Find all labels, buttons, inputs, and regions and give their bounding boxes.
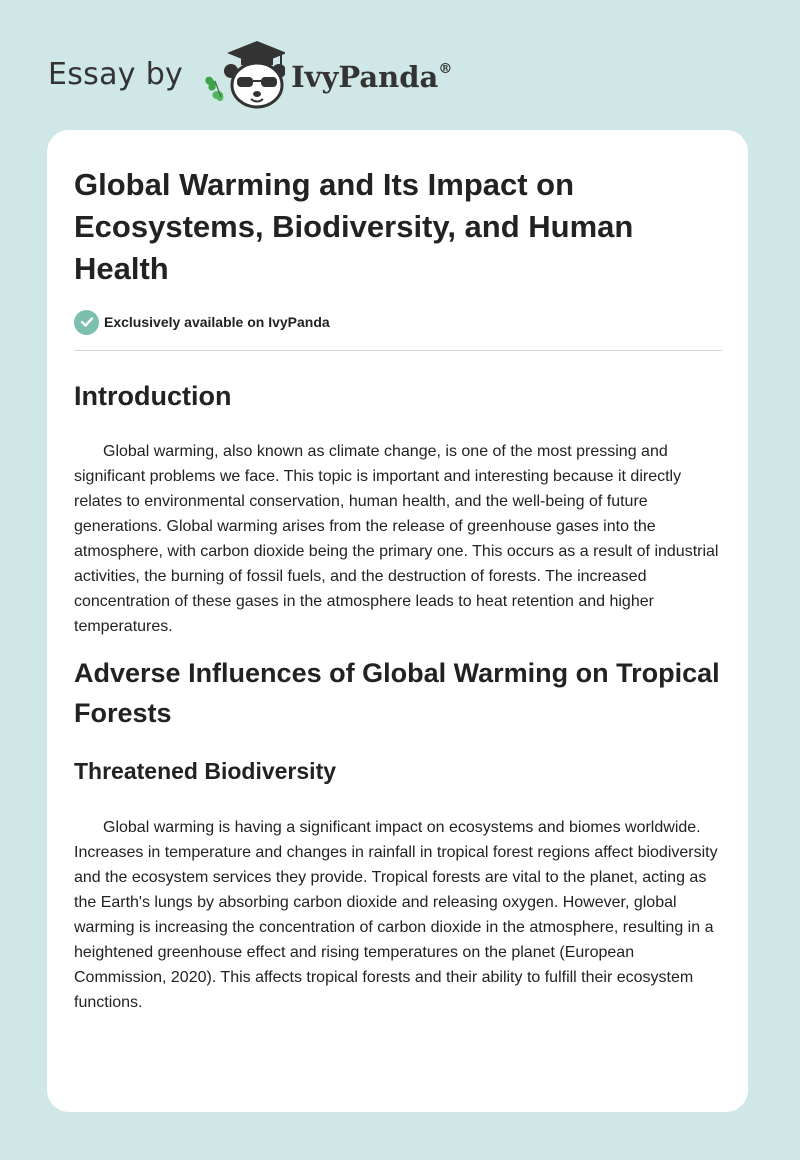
introduction-paragraph: Global warming, also known as climate change, is one of the most pressing and significant problems we face. This topic is important and interesting because it directly relates to environmental conservation, human health, and the well-being of future generations. Global warming arises from the release of greenhouse gases into the atmosphere, with carbon dioxide being the primary one. This occurs as a result of industrial activities, the burning of fossil fuels, and the destruction of forests. The increased concentration of these gases in the atmosphere leads to heat retention and higher temperatures. (74, 443, 719, 635)
ivypanda-logo-link[interactable] (197, 37, 452, 111)
site-header (48, 34, 452, 114)
subheading-threatened-biodiversity: Threatened Biodiversity (74, 758, 337, 784)
essay-by-label: Essay by (48, 56, 184, 92)
check-circle-icon (74, 310, 99, 335)
ivy-leaf-icon (205, 77, 223, 101)
essay-card (47, 130, 748, 1112)
exclusive-badge-label: Exclusively available on IvyPanda (104, 314, 330, 330)
section-heading-adverse-influences: Adverse Influences of Global Warming on Tropical Forests (74, 658, 720, 728)
biodiversity-paragraph: Global warming is having a significant impact on ecosystems and biomes worldwide. Increases in temperature and changes in rainfall in tropical forest regions affect biodiversity and the ecosystem services they provide. Tropical forests are vital to the planet, acting as the Earth's lungs by absorbing carbon dioxide and releasing oxygen. However, global warming is increasing the concentration of carbon dioxide in the atmosphere, resulting in a heightened greenhouse effect and rising temperatures on the planet (European Commission, 2020). This affects tropical forests and their ability to fulfill their ecosystem functions. (74, 819, 718, 1011)
title-divider (74, 350, 722, 351)
section-heading-introduction: Introduction (74, 381, 232, 411)
essay-title: Global Warming and Its Impact on Ecosystems, Biodiversity, and Human Health (74, 167, 634, 286)
exclusive-badge (74, 308, 722, 336)
brand-name: IvyPanda® (291, 60, 453, 94)
panda-graduate-logo-icon (197, 37, 285, 111)
